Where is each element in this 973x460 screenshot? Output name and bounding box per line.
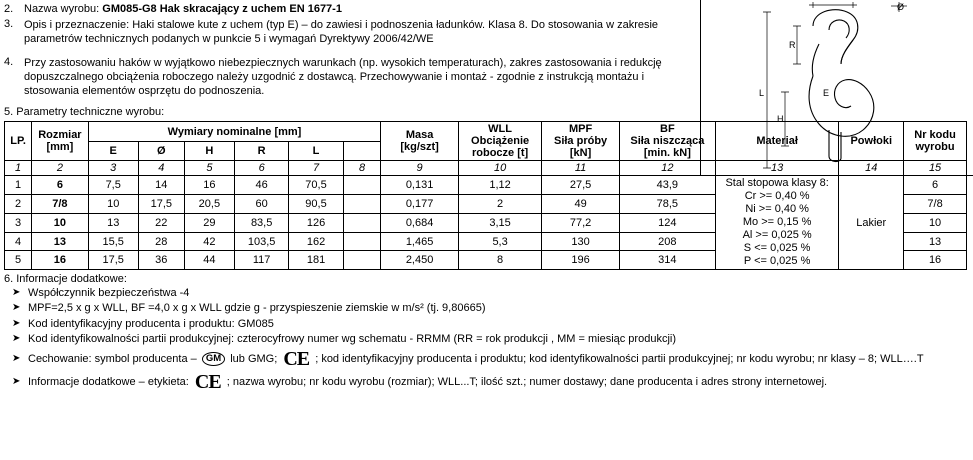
cell-blank [343,251,381,270]
idx-14: 14 [839,161,904,176]
idx-9: 9 [381,161,458,176]
item4-number: 4. [4,56,14,69]
idx-8: 8 [343,161,381,176]
material-line-2: Cr >= 0,40 % [744,190,810,203]
cell-diameter: 14 [138,176,184,195]
idx-5: 5 [184,161,234,176]
th-lp: LP. [5,122,32,161]
cell-masa: 1,465 [381,232,458,251]
note-cechowanie-mid: lub GMG; [230,353,278,366]
cell-diameter: 22 [138,213,184,232]
cell-blank [343,176,381,195]
list-item [4,301,973,315]
hook-drawing [701,0,973,176]
idx-1: 1 [5,161,32,176]
cell-blank [343,213,381,232]
cell-diameter: 17,5 [138,195,184,214]
idx-12: 12 [619,161,715,176]
cell-masa: 0,177 [381,195,458,214]
ce-mark-icon: CE [283,348,310,371]
cell-diameter: 28 [138,232,184,251]
cell-r: 103,5 [234,232,288,251]
list-item [4,286,973,300]
item3-text: Opis i przeznaczenie: Haki stalowe kute z uchem (typ E) – do zawiesi i podnoszenia ładunków. Klasa 8. Do stosowania w zakresie parametrów technicznych podanych w punkcie 5 i wymagań Dyrektywy 2006/42/WE [24,19,659,46]
th-wll-line3: robocze [t] [471,147,529,160]
th-dim-l: L [289,141,343,161]
th-rozmiar-line1: Rozmiar [38,129,82,142]
material-line-1: Stal stopowa klasy 8: [725,177,829,190]
cell-e: 10 [88,195,138,214]
th-dim-diameter: Ø [138,141,184,161]
idx-7: 7 [289,161,343,176]
cell-wll: 5,3 [458,232,542,251]
cell-rozmiar: 6 [32,176,88,195]
cell-blank [343,232,381,251]
gm-logo-icon: GM [202,352,225,366]
cell-bf: 314 [619,251,715,270]
th-masa-line2: [kg/szt] [400,141,439,154]
top-left-text [0,0,700,100]
cell-masa: 2,450 [381,251,458,270]
cell-material [715,176,838,270]
item6-label: Informacje dodatkowe: [16,273,127,286]
cell-e: 15,5 [88,232,138,251]
item6-number: 6. [4,273,14,286]
th-bf-line2: Siła niszcząca [630,135,705,148]
arrow-bullet-icon: ➤ [12,375,21,387]
note-text: Kod identyfikowalności partii produkcyjnej: czterocyfrowy numer wg schematu - RRMM (RR = rok produkcji , MM = miesiąc produkcji) [28,333,676,346]
notes-list [4,286,973,393]
th-wll [458,122,542,161]
label-e: E [823,88,830,98]
cell-r: 83,5 [234,213,288,232]
cell-e: 13 [88,213,138,232]
cell-masa: 0,684 [381,213,458,232]
th-rozmiar-line2: [mm] [46,141,74,154]
idx-2: 2 [32,161,88,176]
cell-lp: 1 [5,176,32,195]
th-mpf-line3: [kN] [569,147,592,160]
cell-mpf: 49 [542,195,619,214]
th-masa-line1: Masa [405,129,434,142]
list-item [4,370,973,393]
item2-number: 2. [4,3,14,15]
idx-4: 4 [138,161,184,176]
item5-label: Parametry techniczne wyrobu: [16,106,165,119]
cell-l: 181 [289,251,343,270]
th-powloki: Powłoki [839,122,904,161]
cell-lp: 5 [5,251,32,270]
note-etykieta-tail: ; nazwa wyrobu; nr kodu wyrobu (rozmiar); WLL...T; ilość szt.; numer dostawy; dane producenta i adres strony internetowej. [226,375,828,388]
cell-h: 44 [184,251,234,270]
cell-nr-kodu: 10 [904,213,967,232]
cell-mpf: 27,5 [542,176,619,195]
arrow-bullet-icon: ➤ [12,353,21,365]
arrow-bullet-icon: ➤ [12,317,21,329]
product-name-row [0,0,700,17]
note-text: MPF=2,5 x g x WLL, BF =4,0 x g x WLL gdzie g - przyspieszenie ziemskie w m/s² (tj. 9,80665) [28,302,486,315]
th-wll-line1: WLL [488,123,512,136]
item2-value: GM085-G8 Hak skracający z uchem EN 1677-1 [102,3,342,15]
th-dim-blank [343,141,381,161]
th-bf-line1: BF [660,123,675,136]
cell-bf: 208 [619,232,715,251]
cell-r: 117 [234,251,288,270]
hook-svg [701,0,973,176]
note-cechowanie [28,348,973,371]
cell-nr-kodu: 16 [904,251,967,270]
cell-l: 70,5 [289,176,343,195]
label-l: L [759,88,765,98]
cell-lp: 4 [5,232,32,251]
cell-rozmiar: 7/8 [32,195,88,214]
cell-l: 126 [289,213,343,232]
cell-diameter: 36 [138,251,184,270]
th-material: Materiał [715,122,838,161]
note-etykieta [28,370,973,393]
label-h: H [777,114,784,124]
th-dim-e: E [88,141,138,161]
cell-l: 90,5 [289,195,343,214]
th-mpf-line1: MPF [568,123,593,136]
cell-e: 7,5 [88,176,138,195]
idx-15: 15 [904,161,967,176]
cell-bf: 43,9 [619,176,715,195]
cell-mpf: 196 [542,251,619,270]
cell-powloki: Lakier [839,176,904,270]
cell-nr-kodu: 6 [904,176,967,195]
cell-bf: 78,5 [619,195,715,214]
material-line-7: P <= 0,025 % [743,255,811,268]
idx-6: 6 [234,161,288,176]
item3-row [0,17,700,48]
section6 [0,270,973,393]
cell-nr-kodu: 7/8 [904,195,967,214]
th-nrkodu-line1: Nr kodu [914,129,956,142]
cell-rozmiar: 13 [32,232,88,251]
cell-wll: 8 [458,251,542,270]
idx-11: 11 [542,161,619,176]
list-item [4,348,973,371]
label-r: R [789,40,796,50]
cell-mpf: 130 [542,232,619,251]
cell-blank [343,195,381,214]
cell-masa: 0,131 [381,176,458,195]
list-item [4,317,973,331]
cell-rozmiar: 16 [32,251,88,270]
cell-h: 29 [184,213,234,232]
material-line-3: Ni >= 0,40 % [745,203,809,216]
arrow-bullet-icon: ➤ [12,287,21,299]
arrow-bullet-icon: ➤ [12,333,21,345]
item5-number: 5. [4,106,14,119]
th-nrkodu-line2: wyrobu [915,141,955,154]
note-cechowanie-tail: ; kod identyfikacyjny producenta i produktu; kod identyfikowalności partii produkcyjnej; nr kodu wyrobu; nr klasy – 8; WLL….T [315,353,924,366]
material-line-5: Al >= 0,025 % [742,229,812,242]
th-mpf [542,122,619,161]
cell-wll: 1,12 [458,176,542,195]
cell-wll: 2 [458,195,542,214]
cell-mpf: 77,2 [542,213,619,232]
cell-rozmiar: 10 [32,213,88,232]
cell-r: 60 [234,195,288,214]
note-text: Informacje dodatkowe – etykieta: [28,375,189,388]
cell-lp: 2 [5,195,32,214]
label-diameter: Ø [897,2,905,12]
cell-h: 42 [184,232,234,251]
arrow-bullet-icon: ➤ [12,302,21,314]
cell-r: 46 [234,176,288,195]
note-text: Cechowanie: symbol producenta – [28,353,197,366]
th-wymiary: Wymiary nominalne [mm] [88,122,381,142]
th-rozmiar [32,122,88,161]
item4-row [0,48,700,100]
item4-text: Przy zastosowaniu haków w wyjątkowo niebezpiecznych warunkach (np. wysokich temperaturach), zakres zastosowania i redukcję dopuszczalnego obciążenia roboczego należy uzgodnić z dostawcą. Przechowywanie i montaż - zgodnie z instrukcją montażu i stosowania elementów osprzętu do podnoszenia. [24,57,662,98]
cell-l: 162 [289,232,343,251]
item2-label: Nazwa wyrobu: [24,3,100,15]
item3-number: 3. [4,18,14,30]
cell-h: 16 [184,176,234,195]
th-wll-line2: Obciążenie [471,135,530,148]
material-line-4: Mo >= 0,15 % [742,216,812,229]
cell-nr-kodu: 13 [904,232,967,251]
hook-drawing-panel [700,0,973,176]
note-text: Kod identyfikacyjny producenta i produktu: GM085 [28,317,274,330]
list-item [4,332,973,346]
th-dim-h: H [184,141,234,161]
table-row [5,176,967,195]
idx-10: 10 [458,161,542,176]
th-masa [381,122,458,161]
th-dim-r: R [234,141,288,161]
th-mpf-line2: Siła próby [553,135,608,148]
cell-lp: 3 [5,213,32,232]
cell-wll: 3,15 [458,213,542,232]
idx-13: 13 [715,161,838,176]
section6-heading [4,273,973,285]
cell-bf: 124 [619,213,715,232]
material-line-6: S <= 0,025 % [743,242,811,255]
idx-3: 3 [88,161,138,176]
cell-e: 17,5 [88,251,138,270]
cell-h: 20,5 [184,195,234,214]
ce-mark-icon: CE [194,370,221,393]
th-bf-line3: [min. kN] [643,147,691,160]
note-text: Współczynnik bezpieczeństwa -4 [28,287,190,300]
